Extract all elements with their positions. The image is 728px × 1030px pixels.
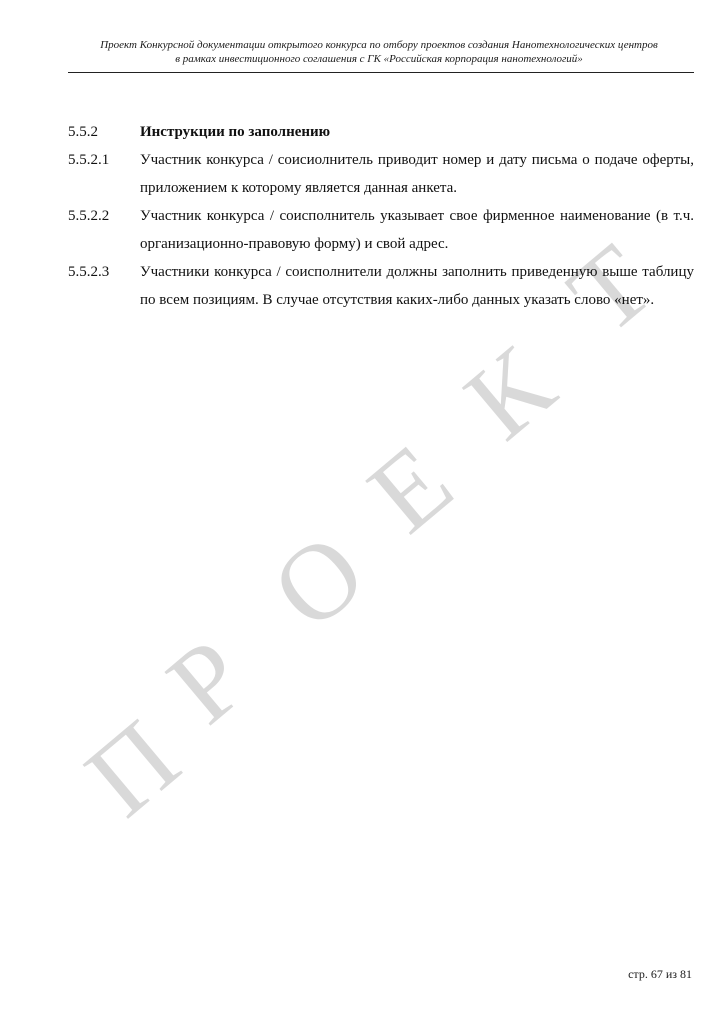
section-heading bbox=[68, 118, 694, 146]
page-header bbox=[62, 38, 696, 66]
item-text: Участники конкурса / соисполнители должны заполнить приведенную выше таблицу по всем позициям. В случае отсутствия каких-либо данных указать слово «нет». bbox=[140, 264, 694, 308]
page-number: стр. 67 из 81 bbox=[628, 967, 692, 981]
header-line-2: в рамках инвестиционного соглашения с ГК «Российская корпорация нанотехнологий» bbox=[175, 53, 583, 65]
instructions-section bbox=[68, 118, 694, 314]
item-number: 5.5.2.3 bbox=[68, 264, 110, 280]
list-item bbox=[68, 258, 694, 314]
list-item bbox=[68, 202, 694, 258]
item-text: Участник конкурса / соисполнитель указывает свое фирменное наименование (в т.ч. организационно-правовую форму) и свой адрес. bbox=[140, 208, 694, 252]
watermark-letter: П bbox=[64, 697, 201, 840]
header-divider bbox=[68, 72, 694, 73]
watermark-letter: Т bbox=[547, 222, 675, 357]
watermark-letter: Р bbox=[146, 616, 269, 747]
watermark-letter: Е bbox=[347, 421, 475, 556]
watermark-letter: К bbox=[443, 324, 576, 463]
item-text: Участник конкурса / соисиолнитель приводит номер и дату письма о подаче оферты, приложением к которому является данная анкета. bbox=[140, 152, 694, 196]
item-number: 5.5.2.2 bbox=[68, 208, 110, 224]
section-number: 5.5.2 bbox=[68, 124, 98, 140]
watermark-letter: О bbox=[250, 510, 387, 653]
list-item bbox=[68, 146, 694, 202]
section-title: Инструкции по заполнению bbox=[140, 124, 331, 140]
item-number: 5.5.2.1 bbox=[68, 152, 110, 168]
header-line-1: Проект Конкурсной документации открытого конкурса по отбору проектов создания Нанотехнологических центров bbox=[100, 39, 658, 51]
